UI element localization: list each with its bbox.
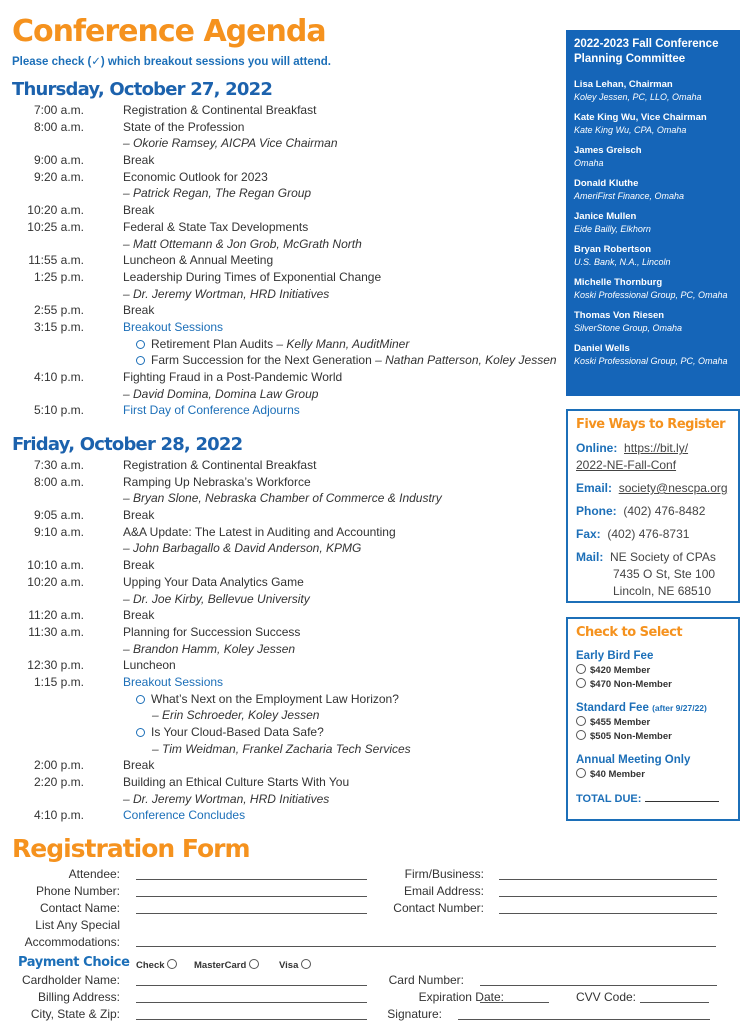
agenda-speaker: – Dr. Jeremy Wortman, HRD Initiatives [123,286,330,301]
phone-field[interactable] [136,896,367,897]
agenda-item: Luncheon & Annual Meeting [123,253,274,268]
member-org: Kate King Wu, CPA, Omaha [574,125,687,135]
agenda-speaker: – Erin Schroeder, Koley Jessen [152,708,320,723]
session-title: Farm Succession for the Next Generation [151,353,372,368]
fax-label: Fax: [576,527,601,541]
checkbox-circle-icon[interactable] [136,728,145,737]
thursday-agenda-row [12,369,557,386]
member-name: Kate King Wu, Vice Chairman [574,112,707,123]
checkbox-circle-icon[interactable] [136,356,145,365]
agenda-time: 2:00 p.m. [33,758,84,773]
expiration-label: Expiration Date: [418,990,504,1004]
payment-choice-title: Payment Choice [18,955,130,970]
friday-agenda-row [12,641,557,658]
agenda-item: A&A Update: The Latest in Auditing and Accounting [123,524,396,539]
mail-label: Mail: [576,550,604,564]
pay-mastercard-label: MasterCard [194,960,247,971]
contact-name-field[interactable] [136,913,367,914]
friday-agenda-row [12,741,557,758]
friday-agenda-row [12,724,557,741]
thursday-agenda-row [12,135,557,152]
thursday-agenda-row [12,336,557,353]
friday-rows [12,457,557,824]
early-member-option[interactable] [576,664,730,678]
agenda-item: Breakout Sessions [123,319,224,334]
thursday-agenda-row [12,302,557,319]
agenda-speaker: – Brandon Hamm, Koley Jessen [123,641,296,656]
agenda-speaker: – Matt Ottemann & Jon Grob, McGrath North [123,236,362,251]
member-name: Lisa Lehan, Chairman [574,79,673,90]
register-title: Five Ways to Register [576,417,726,432]
friday-agenda-row [12,524,557,541]
agenda-time: 8:00 a.m. [33,474,84,489]
billing-label: Billing Address: [37,990,120,1004]
agenda-time: 11:30 a.m. [28,624,84,639]
committee-title: 2022-2023 Fall Conference Planning Committee [574,38,719,65]
breakout-session[interactable] [136,352,557,369]
thursday-agenda-row [12,236,557,253]
online-link-2[interactable]: 2022-NE-Fall-Conf [576,458,677,472]
attendee-field[interactable] [136,879,367,880]
session-title: What’s Next on the Employment Law Horizon? [151,691,399,706]
member-name: Daniel Wells [574,343,630,354]
agenda-item: Registration & Continental Breakfast [123,103,317,117]
friday-agenda-row [12,457,557,474]
friday-agenda-row [12,540,557,557]
agenda-time: 2:55 p.m. [33,303,84,318]
agenda-time: 10:20 a.m. [27,203,84,218]
email-label-form: Email Address: [403,884,484,898]
agenda-item: Break [123,508,155,523]
agenda-item: Planning for Succession Success [123,624,301,639]
firm-field[interactable] [499,879,717,880]
thursday-rows [12,102,557,419]
member-name: Thomas Von Riesen [574,310,665,321]
card-number-field[interactable] [480,985,717,986]
friday-agenda-row [12,624,557,641]
agenda-item: Economic Outlook for 2023 [123,169,268,184]
special-label-1: List Any Special [35,918,120,932]
annual-heading: Annual Meeting Only [576,754,691,766]
standard-heading [576,700,730,716]
accommodations-field[interactable] [136,946,716,947]
agenda-item: Registration & Continental Breakfast [123,458,317,472]
thursday-agenda-row [12,269,557,286]
friday-agenda [12,435,557,824]
agenda-time: 8:00 a.m. [33,119,84,134]
member-org: Koley Jessen, PC, LLO, Omaha [574,92,702,102]
radio-icon[interactable] [301,959,311,969]
friday-agenda-row [12,574,557,591]
firm-label: Firm/Business: [404,867,484,881]
agenda-speaker: – Bryan Slone, Nebraska Chamber of Commerce & Industry [123,491,442,506]
agenda-item: Break [123,203,155,218]
committee-member [574,112,732,136]
early-bird-heading: Early Bird Fee [576,650,654,662]
agenda-item: Break [123,558,155,573]
cvv-field[interactable] [640,1002,709,1003]
contact-number-label: Contact Number: [393,901,484,915]
agenda-item: Break [123,758,155,773]
session-speaker: – Nathan Patterson, Koley Jessen [371,353,557,368]
member-org: Eide Bailly, Elkhorn [574,224,651,234]
agenda-item: Building an Ethical Culture Starts With You [123,775,350,790]
agenda-time: 4:10 p.m. [33,808,84,823]
contact-number-field[interactable] [499,913,717,914]
agenda-item: Breakout Sessions [123,674,224,689]
instruction-text: Please check (✓) which breakout sessions you will attend. [12,56,331,68]
agenda-speaker: – Okorie Ramsey, AICPA Vice Chairman [123,136,338,151]
agenda-item: Conference Concludes [123,808,246,823]
committee-member [574,244,732,268]
online-link-1[interactable]: https://bit.ly/ [624,441,689,455]
radio-icon[interactable] [576,664,586,674]
signature-field[interactable] [458,1019,710,1020]
pay-check-option[interactable] [136,959,181,971]
fee-selection-box [566,617,740,821]
thursday-agenda-row [12,319,557,336]
friday-agenda-row [12,591,557,608]
early-nonmember-label: $470 Non-Member [590,679,672,690]
total-label: TOTAL DUE: [576,793,642,805]
friday-agenda-row [12,791,557,808]
session-speaker: – Kelly Mann, AuditMiner [273,336,410,351]
agenda-speaker: – John Barbagallo & David Anderson, KPMG [123,541,362,556]
committee-member [574,178,732,202]
contact-name-label: Contact Name: [39,901,120,915]
phone-label: Phone: [576,504,617,518]
phone-label-form: Phone Number: [35,884,120,898]
fax-value: (402) 476-8731 [607,527,690,541]
thursday-agenda-row [12,202,557,219]
member-name: Donald Kluthe [574,178,639,189]
thursday-agenda-row [12,252,557,269]
thursday-agenda [12,80,557,419]
committee-member [574,211,732,235]
member-org: Omaha [574,158,604,168]
session-title: Retirement Plan Audits [151,336,274,351]
agenda-time: 5:10 p.m. [33,403,84,418]
friday-agenda-row [12,707,557,724]
standard-note: (after 9/27/22) [652,703,707,713]
agenda-time: 9:20 a.m. [33,169,84,184]
committee-member [574,310,732,334]
committee-member [574,79,732,103]
friday-agenda-row [12,474,557,491]
thursday-agenda-row [12,219,557,236]
phone-value: (402) 476-8482 [623,504,706,518]
agenda-item: Fighting Fraud in a Post-Pandemic World [123,370,343,384]
agenda-time: 3:15 p.m. [33,319,84,334]
friday-agenda-row [12,607,557,624]
thursday-agenda-row [12,102,557,119]
friday-agenda-row [12,657,557,674]
agenda-item: Break [123,608,155,623]
radio-icon[interactable] [249,959,259,969]
agenda-item: Ramping Up Nebraska’s Workforce [123,474,311,489]
mail-line-1: NE Society of CPAs [610,550,716,564]
agenda-time: 1:25 p.m. [33,269,84,284]
friday-agenda-row [12,674,557,691]
member-org: U.S. Bank, N.A., Lincoln [574,257,671,267]
check-title: Check to Select [576,625,683,640]
agenda-time: 10:20 a.m. [27,574,84,589]
agenda-speaker: – Patrick Regan, The Regan Group [123,186,312,201]
friday-agenda-row [12,807,557,824]
committee-member [574,343,732,367]
agenda-speaker: – Dr. Jeremy Wortman, HRD Initiatives [123,791,330,806]
radio-icon[interactable] [576,716,586,726]
thursday-agenda-row [12,402,557,419]
std-nonmember-option[interactable] [576,730,730,744]
std-nonmember-label: $505 Non-Member [590,731,672,742]
agenda-time: 7:00 a.m. [33,103,84,117]
radio-icon[interactable] [167,959,177,969]
std-member-option[interactable] [576,716,730,730]
friday-agenda-row [12,507,557,524]
checkbox-circle-icon[interactable] [136,340,145,349]
member-org: SilverStone Group, Omaha [574,323,683,333]
billing-field[interactable] [136,1002,367,1003]
total-line[interactable] [645,792,719,802]
pay-visa-option[interactable] [279,959,315,971]
agenda-time: 10:10 a.m. [27,558,84,573]
member-name: Janice Mullen [574,211,637,222]
member-org: AmeriFirst Finance, Omaha [574,191,685,201]
thursday-agenda-row [12,169,557,186]
agenda-item: Break [123,303,155,318]
pay-check-label: Check [136,960,165,971]
agenda-speaker: – Tim Weidman, Frankel Zacharia Tech Services [152,741,411,756]
planning-committee-box [566,30,740,396]
std-member-label: $455 Member [590,717,651,728]
attendee-label: Attendee: [68,867,120,881]
pay-mastercard-option[interactable] [194,959,263,971]
agenda-time: 9:00 a.m. [33,153,84,168]
member-name: Michelle Thornburg [574,277,663,288]
agenda-item: State of the Profession [123,119,245,134]
agenda-item: Luncheon [123,658,176,673]
standard-label: Standard Fee [576,702,649,714]
pay-visa-label: Visa [279,960,299,971]
annual-member-label: $40 Member [590,769,645,780]
committee-member [574,277,732,301]
agenda-time: 9:05 a.m. [33,508,84,523]
agenda-time: 12:30 p.m. [27,658,84,673]
page-title: Conference Agenda [12,14,326,49]
thursday-agenda-row [12,352,557,369]
mail-line-3: Lincoln, NE 68510 [613,584,712,598]
agenda-time: 11:55 a.m. [28,253,84,268]
signature-label: Signature: [387,1007,442,1021]
member-name: James Greisch [574,145,642,156]
thursday-agenda-row [12,185,557,202]
mail-line-2: 7435 O St, Ste 100 [613,567,716,581]
thursday-agenda-row [12,286,557,303]
agenda-time: 1:15 p.m. [33,674,84,689]
register-box [566,409,740,603]
member-org: Koski Professional Group, PC, Omaha [574,290,728,300]
radio-icon[interactable] [576,678,586,688]
agenda-time: 2:20 p.m. [33,775,84,790]
agenda-item: Upping Your Data Analytics Game [123,574,304,589]
agenda-speaker: – David Domina, Domina Law Group [123,386,319,401]
annual-member-option[interactable] [576,768,730,782]
committee-members [574,79,732,367]
cardholder-label: Cardholder Name: [21,973,120,987]
thursday-agenda-row [12,152,557,169]
radio-icon[interactable] [576,730,586,740]
agenda-time: 10:25 a.m. [27,219,84,234]
agenda-time: 7:30 a.m. [33,458,84,472]
email-link[interactable]: society@nescpa.org [618,481,728,495]
member-name: Bryan Robertson [574,244,652,255]
friday-agenda-row [12,757,557,774]
friday-title: Friday, October 28, 2022 [12,434,243,455]
agenda-item: Federal & State Tax Developments [123,219,309,234]
card-number-label: Card Number: [388,973,464,987]
breakout-session[interactable] [136,724,324,741]
breakout-session[interactable] [136,691,399,708]
cardholder-field[interactable] [136,985,367,986]
radio-icon[interactable] [576,768,586,778]
email-field[interactable] [499,896,717,897]
agenda-time: 9:10 a.m. [33,524,84,539]
friday-agenda-row [12,774,557,791]
breakout-session[interactable] [136,336,409,353]
online-label: Online: [576,441,618,455]
thursday-agenda-row [12,386,557,403]
friday-agenda-row [12,490,557,507]
friday-agenda-row [12,557,557,574]
member-org: Koski Professional Group, PC, Omaha [574,356,728,366]
agenda-time: 4:10 p.m. [33,370,84,384]
agenda-item: Leadership During Times of Exponential Change [123,269,382,284]
agenda-speaker: – Dr. Joe Kirby, Bellevue University [123,591,310,606]
agenda-item: First Day of Conference Adjourns [123,403,300,418]
agenda-time: 11:20 a.m. [28,608,84,623]
committee-member [574,145,732,169]
email-label: Email: [576,481,613,495]
total-due[interactable] [576,792,730,805]
special-label-2: Accommodations: [24,935,120,949]
city-label: City, State & Zip: [30,1007,120,1021]
checkbox-circle-icon[interactable] [136,695,145,704]
early-nonmember-option[interactable] [576,678,730,692]
registration-form-title: Registration Form [12,834,250,863]
early-member-label: $420 Member [590,665,651,676]
session-title: Is Your Cloud-Based Data Safe? [151,725,324,739]
thursday-title: Thursday, October 27, 2022 [12,79,273,100]
thursday-agenda-row [12,119,557,136]
agenda-item: Break [123,153,155,168]
cvv-label: CVV Code: [575,990,636,1004]
friday-agenda-row [12,691,557,708]
